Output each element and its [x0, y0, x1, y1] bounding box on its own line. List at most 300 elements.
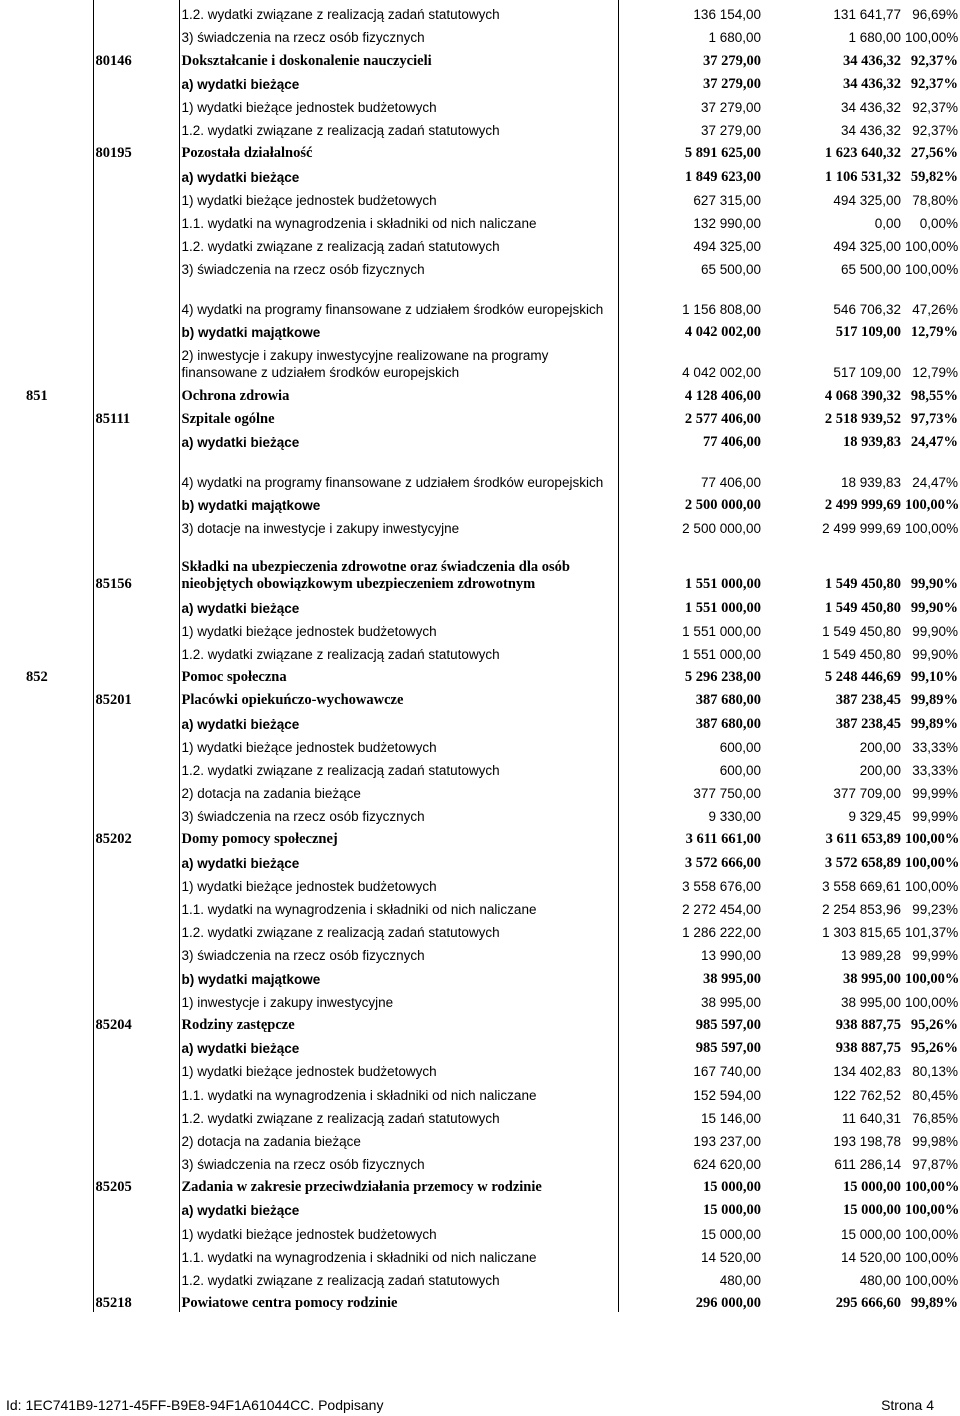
description-cell: Zadania w zakresie przeciwdziałania przemocy w rodzinie — [179, 1173, 618, 1196]
plan-amount-cell: 193 237,00 — [693, 1133, 761, 1149]
percent-cell: 100,00% — [905, 1179, 960, 1196]
chapter-code-cell — [93, 848, 179, 871]
chapter-code-cell — [93, 428, 179, 451]
executed-amount-cell: 387 238,45 — [835, 692, 901, 709]
executed-amount-cell: 938 887,75 — [835, 1016, 901, 1033]
plan-amount-cell: 37 279,00 — [700, 99, 761, 115]
table-row — [24, 428, 960, 451]
table-row — [24, 232, 960, 255]
plan-amount-cell: 2 500 000,00 — [682, 521, 761, 537]
percent-cell: 99,98% — [912, 1133, 958, 1149]
percent-cell: 96,69% — [912, 7, 958, 23]
percent-cell: 100,00% — [905, 854, 960, 871]
plan-amount-cell: 1 551 000,00 — [682, 623, 761, 639]
description-cell: 1) wydatki bieżące jednostek budżetowych — [179, 1057, 618, 1080]
plan-amount-cell: 985 597,00 — [695, 1016, 761, 1033]
description-cell: a) wydatki bieżące — [179, 1196, 618, 1219]
plan-amount-cell: 4 128 406,00 — [684, 387, 761, 404]
percent-cell: 97,73% — [910, 410, 958, 427]
plan-amount-cell: 1 551 000,00 — [682, 646, 761, 662]
table-row — [24, 1289, 960, 1312]
division-code-cell — [24, 1034, 93, 1057]
description-cell: Ochrona zdrowia — [179, 381, 618, 404]
description-cell: 1.1. wydatki na wynagrodzenia i składniki od nich naliczane — [179, 209, 618, 232]
division-code-cell — [24, 802, 93, 825]
division-code-cell — [24, 209, 93, 232]
description-cell: 1.1. wydatki na wynagrodzenia i składniki od nich naliczane — [179, 1243, 618, 1266]
division-code-cell — [24, 640, 93, 663]
plan-amount-cell: 15 000,00 — [703, 1202, 761, 1219]
budget-table-body — [24, 0, 960, 1312]
chapter-code-cell — [93, 1196, 179, 1219]
percent-cell: 92,37% — [912, 123, 958, 139]
executed-amount-cell: 295 666,60 — [835, 1295, 901, 1312]
description-cell: 3) dotacje na inwestycje i zakupy inwestycyjne — [179, 514, 618, 537]
division-code-cell — [24, 733, 93, 756]
executed-amount-cell: 34 436,32 — [840, 123, 901, 139]
executed-amount-cell: 3 572 658,89 — [824, 854, 901, 871]
description-cell: 3) świadczenia na rzecz osób fizycznych — [179, 1150, 618, 1173]
percent-cell: 99,89% — [910, 692, 958, 709]
division-code-cell — [24, 918, 93, 941]
executed-amount-cell: 15 000,00 — [840, 1226, 901, 1242]
chapter-code-cell — [93, 255, 179, 278]
division-code-cell — [24, 23, 93, 46]
percent-cell: 80,45% — [912, 1087, 958, 1103]
percent-cell: 99,90% — [910, 599, 958, 616]
executed-amount-cell: 611 286,14 — [834, 1157, 901, 1173]
description-cell: a) wydatki bieżące — [179, 593, 618, 616]
executed-amount-cell: 15 000,00 — [843, 1202, 901, 1219]
plan-amount-cell: 9 330,00 — [708, 809, 761, 825]
chapter-code-cell — [93, 733, 179, 756]
chapter-code-cell — [93, 1057, 179, 1080]
plan-amount-cell: 1 551 000,00 — [684, 599, 761, 616]
chapter-code-cell — [93, 162, 179, 185]
table-row — [24, 186, 960, 209]
division-code-cell — [24, 70, 93, 93]
executed-amount-cell: 1 680,00 — [848, 30, 901, 46]
plan-amount-cell: 132 990,00 — [693, 215, 761, 231]
division-code-cell — [24, 825, 93, 848]
division-code-cell — [24, 1080, 93, 1103]
plan-amount-cell: 38 995,00 — [703, 970, 761, 987]
division-code-cell — [24, 686, 93, 709]
percent-cell: 99,23% — [912, 902, 958, 917]
percent-cell: 100,00% — [905, 1273, 959, 1288]
table-row — [24, 872, 960, 895]
executed-amount-cell: 34 436,32 — [843, 52, 901, 69]
division-code-cell — [24, 593, 93, 616]
chapter-code-cell — [93, 941, 179, 964]
table-row — [24, 617, 960, 640]
plan-amount-cell: 2 577 406,00 — [684, 410, 761, 427]
plan-amount-cell: 387 680,00 — [695, 715, 761, 732]
description-cell: Składki na ubezpieczenia zdrowotne oraz świadczenia dla osób nieobjętych obowiązkowym ubezpieczeniem zdrowotnym — [179, 537, 618, 593]
plan-amount-cell: 37 279,00 — [700, 123, 761, 139]
page-number: Strona 4 — [881, 1397, 934, 1413]
chapter-code-cell — [93, 341, 179, 381]
description-cell: 3) świadczenia na rzecz osób fizycznych — [179, 941, 618, 964]
executed-amount-cell: 480,00 — [859, 1273, 901, 1288]
description-cell: a) wydatki bieżące — [179, 70, 618, 93]
plan-amount-cell: 387 680,00 — [695, 692, 761, 709]
executed-amount-cell: 9 329,45 — [848, 809, 901, 825]
executed-amount-cell: 517 109,00 — [833, 365, 901, 381]
executed-amount-cell: 2 254 853,96 — [822, 902, 901, 917]
percent-cell: 78,80% — [912, 192, 958, 208]
description-cell: 1.2. wydatki związane z realizacją zadań statutowych — [179, 918, 618, 941]
percent-cell: 95,26% — [910, 1016, 958, 1033]
table-row — [24, 514, 960, 537]
division-code-cell — [24, 895, 93, 918]
table-row — [24, 825, 960, 848]
percent-cell: 100,00% — [905, 1226, 959, 1242]
description-cell: a) wydatki bieżące — [179, 709, 618, 732]
division-code-cell — [24, 318, 93, 341]
chapter-code-cell — [93, 1150, 179, 1173]
table-row — [24, 537, 960, 593]
table-row — [24, 93, 960, 116]
chapter-code-cell: 80146 — [93, 46, 179, 69]
chapter-code-cell — [93, 1080, 179, 1103]
division-code-cell — [24, 941, 93, 964]
description-cell: 1.2. wydatki związane z realizacją zadań statutowych — [179, 640, 618, 663]
executed-amount-cell: 494 325,00 — [833, 239, 901, 255]
table-row — [24, 1219, 960, 1242]
plan-amount-cell: 15 146,00 — [700, 1110, 761, 1126]
executed-amount-cell: 200,00 — [859, 762, 901, 778]
percent-cell: 97,87% — [912, 1157, 958, 1173]
percent-cell: 100,00% — [905, 1202, 960, 1219]
percent-cell: 100,00% — [905, 497, 960, 514]
plan-amount-cell: 37 279,00 — [703, 52, 761, 69]
division-code-cell — [24, 537, 93, 593]
table-row — [24, 341, 960, 381]
executed-amount-cell: 4 068 390,32 — [824, 387, 901, 404]
percent-cell: 99,99% — [912, 948, 958, 964]
description-cell: 1.2. wydatki związane z realizacją zadań statutowych — [179, 0, 618, 23]
executed-amount-cell: 131 641,77 — [833, 7, 901, 23]
description-cell: 1.2. wydatki związane z realizacją zadań statutowych — [179, 116, 618, 139]
percent-cell: 24,47% — [912, 475, 958, 490]
executed-amount-cell: 15 000,00 — [843, 1179, 901, 1196]
division-code-cell — [24, 232, 93, 255]
division-code-cell — [24, 93, 93, 116]
plan-amount-cell: 37 279,00 — [703, 75, 761, 92]
table-row — [24, 941, 960, 964]
description-cell: 1) wydatki bieżące jednostek budżetowych — [179, 186, 618, 209]
plan-amount-cell: 2 500 000,00 — [684, 497, 761, 514]
plan-amount-cell: 4 042 002,00 — [682, 365, 761, 381]
percent-cell: 80,13% — [912, 1064, 958, 1080]
table-row — [24, 1266, 960, 1289]
plan-amount-cell: 77 406,00 — [700, 475, 761, 490]
executed-amount-cell: 11 640,31 — [841, 1110, 901, 1126]
percent-cell: 98,55% — [910, 387, 958, 404]
description-cell: a) wydatki bieżące — [179, 1034, 618, 1057]
table-row — [24, 709, 960, 732]
executed-amount-cell: 494 325,00 — [833, 192, 901, 208]
chapter-code-cell — [93, 779, 179, 802]
plan-amount-cell: 494 325,00 — [693, 239, 761, 255]
description-cell: Placówki opiekuńczo-wychowawcze — [179, 686, 618, 709]
percent-cell: 92,37% — [912, 99, 958, 115]
executed-amount-cell: 38 995,00 — [840, 994, 901, 1010]
description-cell: 2) inwestycje i zakupy inwestycyjne realizowane na programy finansowane z udziałem środków europejskich — [179, 341, 618, 381]
chapter-code-cell — [93, 1034, 179, 1057]
percent-cell: 101,37% — [905, 925, 959, 941]
percent-cell: 99,99% — [912, 809, 958, 825]
division-code-cell: 851 — [24, 381, 93, 404]
plan-amount-cell: 1 680,00 — [708, 30, 761, 46]
division-code-cell — [24, 491, 93, 514]
chapter-code-cell — [93, 1243, 179, 1266]
description-cell: 1) wydatki bieżące jednostek budżetowych — [179, 733, 618, 756]
division-code-cell — [24, 278, 93, 318]
executed-amount-cell: 1 549 450,80 — [822, 623, 901, 639]
table-row — [24, 255, 960, 278]
chapter-code-cell — [93, 514, 179, 537]
percent-cell: 99,99% — [912, 786, 958, 802]
division-code-cell — [24, 779, 93, 802]
executed-amount-cell: 1 623 640,32 — [824, 145, 901, 162]
executed-amount-cell: 2 518 939,52 — [824, 410, 901, 427]
description-cell: 1.2. wydatki związane z realizacją zadań statutowych — [179, 756, 618, 779]
description-cell: a) wydatki bieżące — [179, 428, 618, 451]
plan-amount-cell: 3 558 676,00 — [682, 878, 761, 894]
percent-cell: 0,00% — [919, 215, 958, 231]
chapter-code-cell — [93, 278, 179, 318]
executed-amount-cell: 193 198,78 — [833, 1133, 901, 1149]
table-row — [24, 23, 960, 46]
executed-amount-cell: 14 520,00 — [840, 1249, 901, 1265]
table-row — [24, 686, 960, 709]
percent-cell: 92,37% — [910, 52, 958, 69]
description-cell: 1) wydatki bieżące jednostek budżetowych — [179, 872, 618, 895]
chapter-code-cell — [93, 964, 179, 987]
table-row — [24, 964, 960, 987]
description-cell: a) wydatki bieżące — [179, 162, 618, 185]
table-row — [24, 640, 960, 663]
chapter-code-cell — [93, 70, 179, 93]
plan-amount-cell: 480,00 — [719, 1273, 761, 1288]
description-cell: 3) świadczenia na rzecz osób fizycznych — [179, 802, 618, 825]
executed-amount-cell: 122 762,52 — [833, 1087, 901, 1103]
chapter-code-cell: 85218 — [93, 1289, 179, 1312]
table-row — [24, 70, 960, 93]
table-row — [24, 278, 960, 318]
percent-cell: 95,26% — [910, 1040, 958, 1057]
percent-cell: 100,00% — [905, 30, 959, 46]
table-row — [24, 1057, 960, 1080]
division-code-cell — [24, 1057, 93, 1080]
executed-amount-cell: 34 436,32 — [843, 75, 901, 92]
description-cell: Rodziny zastępcze — [179, 1011, 618, 1034]
table-row — [24, 848, 960, 871]
plan-amount-cell: 1 551 000,00 — [684, 576, 761, 593]
chapter-code-cell — [93, 918, 179, 941]
chapter-code-cell: 85204 — [93, 1011, 179, 1034]
description-cell: a) wydatki bieżące — [179, 848, 618, 871]
plan-amount-cell: 38 995,00 — [700, 994, 761, 1010]
division-code-cell — [24, 988, 93, 1011]
executed-amount-cell: 18 939,83 — [840, 475, 901, 490]
chapter-code-cell — [93, 872, 179, 895]
plan-amount-cell: 13 990,00 — [700, 948, 761, 964]
table-row — [24, 1127, 960, 1150]
division-code-cell — [24, 1196, 93, 1219]
plan-amount-cell: 1 849 623,00 — [684, 168, 761, 185]
table-row — [24, 663, 960, 686]
chapter-code-cell: 85205 — [93, 1173, 179, 1196]
chapter-code-cell — [93, 1127, 179, 1150]
description-cell: 1.1. wydatki na wynagrodzenia i składniki od nich naliczane — [179, 1080, 618, 1103]
executed-amount-cell: 34 436,32 — [840, 99, 901, 115]
division-code-cell — [24, 451, 93, 491]
division-code-cell — [24, 1289, 93, 1312]
table-row — [24, 318, 960, 341]
chapter-code-cell — [93, 1104, 179, 1127]
description-cell: 1.2. wydatki związane z realizacją zadań statutowych — [179, 1266, 618, 1289]
division-code-cell — [24, 1150, 93, 1173]
description-cell: 1) wydatki bieżące jednostek budżetowych — [179, 617, 618, 640]
plan-amount-cell: 624 620,00 — [693, 1157, 761, 1173]
percent-cell: 47,26% — [912, 302, 958, 318]
table-row — [24, 802, 960, 825]
description-cell: 1.2. wydatki związane z realizacją zadań statutowych — [179, 232, 618, 255]
document-id: Id: 1EC741B9-1271-45FF-B9E8-94F1A61044CC. Podpisany — [6, 1397, 384, 1413]
table-row — [24, 381, 960, 404]
executed-amount-cell: 13 989,28 — [840, 948, 901, 964]
table-row — [24, 733, 960, 756]
percent-cell: 100,00% — [905, 994, 959, 1010]
division-code-cell — [24, 341, 93, 381]
chapter-code-cell — [93, 93, 179, 116]
percent-cell: 99,90% — [912, 623, 958, 639]
division-code-cell — [24, 756, 93, 779]
chapter-code-cell — [93, 1266, 179, 1289]
description-cell: b) wydatki majątkowe — [179, 318, 618, 341]
division-code-cell — [24, 139, 93, 162]
executed-amount-cell: 134 402,83 — [833, 1064, 901, 1080]
plan-amount-cell: 15 000,00 — [700, 1226, 761, 1242]
executed-amount-cell: 938 887,75 — [835, 1040, 901, 1057]
percent-cell: 76,85% — [912, 1110, 958, 1126]
percent-cell: 24,47% — [910, 434, 958, 450]
table-row — [24, 162, 960, 185]
chapter-code-cell — [93, 988, 179, 1011]
percent-cell: 99,89% — [910, 1295, 958, 1312]
percent-cell: 100,00% — [905, 262, 959, 278]
executed-amount-cell: 517 109,00 — [835, 324, 901, 341]
executed-amount-cell: 1 549 450,80 — [824, 599, 901, 616]
executed-amount-cell: 1 549 450,80 — [824, 576, 901, 593]
description-cell: 1) wydatki bieżące jednostek budżetowych — [179, 1219, 618, 1242]
percent-cell: 100,00% — [905, 970, 960, 987]
executed-amount-cell: 387 238,45 — [835, 715, 901, 732]
percent-cell: 12,79% — [910, 324, 958, 341]
plan-amount-cell: 2 272 454,00 — [682, 902, 761, 917]
table-row — [24, 918, 960, 941]
percent-cell: 100,00% — [905, 831, 960, 848]
plan-amount-cell: 167 740,00 — [693, 1064, 761, 1080]
executed-amount-cell: 18 939,83 — [843, 434, 901, 450]
description-cell: Szpitale ogólne — [179, 405, 618, 428]
executed-amount-cell: 1 303 815,65 — [822, 925, 901, 941]
table-row — [24, 1011, 960, 1034]
plan-amount-cell: 65 500,00 — [700, 262, 761, 278]
chapter-code-cell: 85111 — [93, 405, 179, 428]
chapter-code-cell — [93, 209, 179, 232]
percent-cell: 33,33% — [912, 762, 958, 778]
table-row — [24, 139, 960, 162]
percent-cell: 33,33% — [912, 739, 958, 755]
table-row — [24, 593, 960, 616]
division-code-cell — [24, 1266, 93, 1289]
chapter-code-cell: 85156 — [93, 537, 179, 593]
description-cell: 1.2. wydatki związane z realizacją zadań statutowych — [179, 1104, 618, 1127]
description-cell: 3) świadczenia na rzecz osób fizycznych — [179, 255, 618, 278]
executed-amount-cell: 200,00 — [859, 739, 901, 755]
plan-amount-cell: 600,00 — [719, 739, 761, 755]
executed-amount-cell: 3 558 669,61 — [822, 878, 901, 894]
chapter-code-cell: 85202 — [93, 825, 179, 848]
executed-amount-cell: 65 500,00 — [840, 262, 901, 278]
chapter-code-cell — [93, 491, 179, 514]
plan-amount-cell: 152 594,00 — [693, 1087, 761, 1103]
division-code-cell — [24, 46, 93, 69]
table-row — [24, 1104, 960, 1127]
description-cell: 2) dotacja na zadania bieżące — [179, 1127, 618, 1150]
executed-amount-cell: 2 499 999,69 — [822, 521, 901, 537]
chapter-code-cell — [93, 617, 179, 640]
table-row — [24, 116, 960, 139]
plan-amount-cell: 1 286 222,00 — [682, 925, 761, 941]
description-cell: 2) dotacja na zadania bieżące — [179, 779, 618, 802]
description-cell: b) wydatki majątkowe — [179, 964, 618, 987]
chapter-code-cell: 80195 — [93, 139, 179, 162]
chapter-code-cell — [93, 23, 179, 46]
chapter-code-cell — [93, 1219, 179, 1242]
division-code-cell — [24, 617, 93, 640]
description-cell: 4) wydatki na programy finansowane z udziałem środków europejskich — [179, 278, 618, 318]
division-code-cell — [24, 709, 93, 732]
table-row — [24, 1173, 960, 1196]
plan-amount-cell: 5 296 238,00 — [684, 669, 761, 686]
table-row — [24, 988, 960, 1011]
chapter-code-cell — [93, 756, 179, 779]
table-row — [24, 405, 960, 428]
plan-amount-cell: 3 611 661,00 — [685, 831, 761, 848]
percent-cell: 100,00% — [905, 239, 959, 255]
description-cell: Powiatowe centra pomocy rodzinie — [179, 1289, 618, 1312]
division-code-cell — [24, 1243, 93, 1266]
division-code-cell — [24, 0, 93, 23]
division-code-cell — [24, 255, 93, 278]
description-cell: Pozostała działalność — [179, 139, 618, 162]
chapter-code-cell — [93, 318, 179, 341]
table-row — [24, 779, 960, 802]
executed-amount-cell: 0,00 — [874, 215, 901, 231]
chapter-code-cell — [93, 232, 179, 255]
executed-amount-cell: 5 248 446,69 — [824, 669, 901, 686]
percent-cell: 99,89% — [910, 715, 958, 732]
percent-cell: 100,00% — [905, 1249, 959, 1265]
plan-amount-cell: 985 597,00 — [695, 1040, 761, 1057]
executed-amount-cell: 2 499 999,69 — [824, 497, 901, 514]
plan-amount-cell: 627 315,00 — [693, 192, 761, 208]
